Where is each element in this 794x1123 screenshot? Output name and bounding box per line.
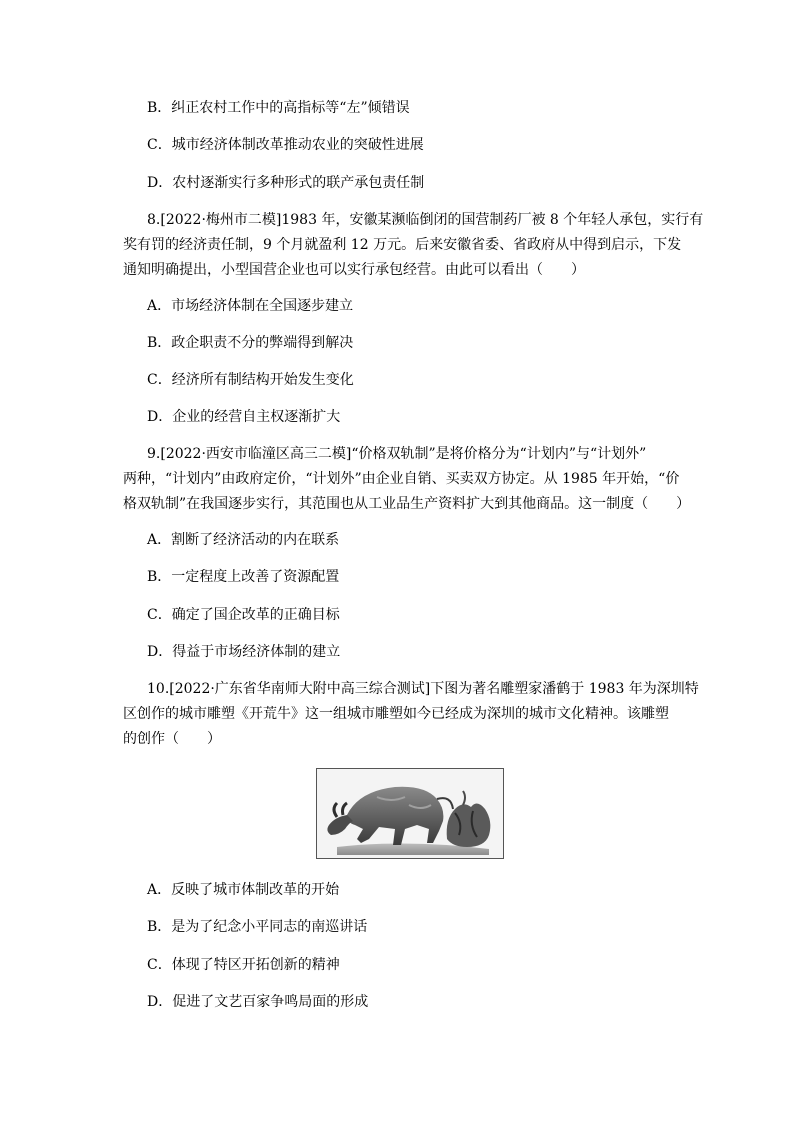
bull-sculpture-photo [316, 768, 504, 859]
q8-stem-line-1: 8.[2022·梅州市二模]1983 年，安徽某濒临倒闭的国营制药厂被 8 个年轻人承包，实行有 [147, 212, 704, 228]
q9-option-d: D．得益于市场经济体制的建立 [147, 644, 341, 660]
q9-stem-line-2: 两种，“计划内”由政府定价，“计划外”由企业自销、买卖双方协定。从 1985 年开始，“价 [123, 471, 680, 487]
q10-stem-line-2: 区创作的城市雕塑《开荒牛》这一组城市雕塑如今已经成为深圳的城市文化精神。该雕塑 [123, 706, 669, 722]
q10-option-a: A．反映了城市体制改革的开始 [147, 882, 340, 898]
q8-stem-line-3: 通知明确提出，小型国营企业也可以实行承包经营。由此可以看出（ ） [123, 262, 585, 278]
q10-option-d: D．促进了文艺百家争鸣局面的形成 [147, 994, 369, 1010]
q8-option-a: A．市场经济体制在全国逐步建立 [147, 298, 354, 314]
q9-option-c: C．确定了国企改革的正确目标 [147, 607, 340, 623]
bull-sculpture-icon [317, 769, 503, 858]
q9-stem-line-1: 9.[2022·西安市临潼区高三二模]“价格双轨制”是将价格分为“计划内”与“计划外” [147, 446, 647, 462]
q8-option-d: D．企业的经营自主权逐渐扩大 [147, 409, 341, 425]
q9-option-b: B．一定程度上改善了资源配置 [147, 569, 340, 585]
q10-option-b: B．是为了纪念小平同志的南巡讲话 [147, 919, 368, 935]
q9-option-a: A．割断了经济活动的内在联系 [147, 532, 340, 548]
q8-option-b: B．政企职责不分的弊端得到解决 [147, 335, 354, 351]
q8-stem-line-2: 奖有罚的经济责任制，9 个月就盈利 12 万元。后来安徽省委、省政府从中得到启示，下发 [123, 237, 682, 253]
q10-stem-line-1: 10.[2022·广东省华南师大附中高三综合测试]下图为著名雕塑家潘鹤于 1983 年为深圳特 [147, 681, 699, 697]
q7-option-d: D．农村逐渐实行多种形式的联产承包责任制 [147, 175, 425, 191]
q10-option-c: C．体现了特区开拓创新的精神 [147, 957, 340, 973]
q9-stem-line-3: 格双轨制”在我国逐步实行，其范围也从工业品生产资料扩大到其他商品。这一制度（ ） [123, 496, 691, 512]
q7-option-c: C．城市经济体制改革推动农业的突破性进展 [147, 137, 424, 153]
q7-option-b: B．纠正农村工作中的高指标等“左”倾错误 [147, 100, 410, 116]
q8-option-c: C．经济所有制结构开始发生变化 [147, 372, 354, 388]
q10-stem-line-3: 的创作（ ） [123, 731, 221, 747]
